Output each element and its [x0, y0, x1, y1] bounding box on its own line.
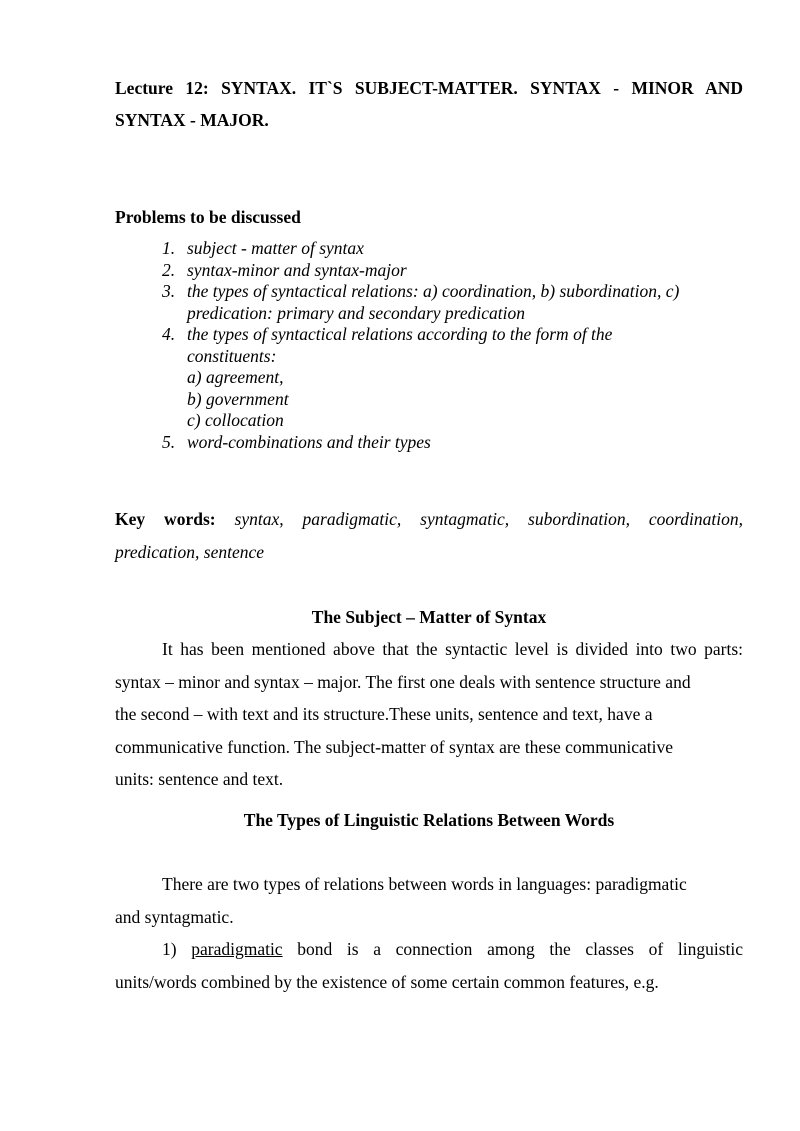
list-item-text: the types of syntactical relations: a) coordination, b) subordination, c) — [187, 281, 680, 301]
problems-heading: Problems to be discussed — [115, 207, 301, 227]
key-words-values-continued: predication, sentence — [115, 542, 265, 562]
list-item-number: 2. — [162, 259, 176, 280]
key-words-label: Key words: — [115, 509, 216, 529]
list-item-text: a) agreement, — [187, 367, 284, 387]
paragraph-line: units: sentence and text. — [115, 769, 284, 790]
list-item-text: the types of syntactical relations according to the form of the — [187, 324, 613, 344]
paragraph-text: It has been mentioned above that the syntactic level is divided into two parts: — [162, 639, 743, 659]
list-item-text: subject - matter of syntax — [187, 238, 364, 258]
list-item-text: word-combinations and their types — [187, 431, 431, 452]
key-words — [115, 503, 743, 569]
list-item-number: 1. — [162, 238, 176, 258]
list-item — [115, 260, 743, 282]
paragraph-line — [115, 868, 743, 901]
list-item-text: predication: primary and secondary predication — [187, 302, 525, 323]
paragraph-line: communicative function. The subject-matter of syntax are these communicative — [115, 736, 674, 757]
list-item-text: constituents: — [187, 345, 277, 366]
underlined-term: paradigmatic — [191, 939, 283, 959]
paragraph-line: syntax – minor and syntax – major. The first one deals with sentence structure and — [115, 671, 691, 692]
list-item-number: 5. — [162, 431, 176, 452]
paragraph-line: and syntagmatic. — [115, 906, 234, 927]
paragraph-line: units/words combined by the existence of some certain common features, e.g. — [115, 971, 659, 992]
paragraph-line — [115, 633, 743, 666]
key-words-values: syntax, paradigmatic, syntagmatic, subordination, coordination, — [234, 509, 744, 529]
section-heading-linguistic-relations: The Types of Linguistic Relations Between Words — [243, 810, 615, 830]
list-marker: 1) — [162, 939, 177, 959]
section-heading-subject-matter: The Subject – Matter of Syntax — [311, 607, 547, 627]
paragraph-text: bond is a connection among the classes of linguistic — [297, 939, 743, 959]
paragraph-subject-matter — [115, 633, 743, 796]
paragraph-paradigmatic — [115, 933, 743, 998]
list-item-text: b) government — [187, 388, 289, 409]
paragraph-relations-intro — [115, 868, 743, 933]
list-item — [115, 432, 743, 454]
list-item — [115, 281, 743, 324]
paragraph-line — [115, 933, 743, 966]
list-item — [115, 324, 743, 432]
list-item-text: c) collocation — [187, 410, 284, 430]
list-item-number: 4. — [162, 324, 176, 344]
list-item-text: syntax-minor and syntax-major — [187, 259, 407, 280]
list-item-number: 3. — [162, 281, 176, 301]
lecture-title — [115, 72, 743, 136]
list-item — [115, 238, 743, 260]
lecture-title-line-2: SYNTAX - MAJOR. — [115, 110, 269, 130]
key-words-line-1 — [115, 503, 743, 536]
lecture-title-line-1: Lecture 12: SYNTAX. IT`S SUBJECT-MATTER. SYNTAX - MINOR AND — [115, 78, 743, 98]
paragraph-text: There are two types of relations between words in languages: paradigmatic — [162, 874, 687, 894]
problems-list — [115, 238, 743, 453]
paragraph-line: the second – with text and its structure.These units, sentence and text, have a — [115, 704, 653, 725]
